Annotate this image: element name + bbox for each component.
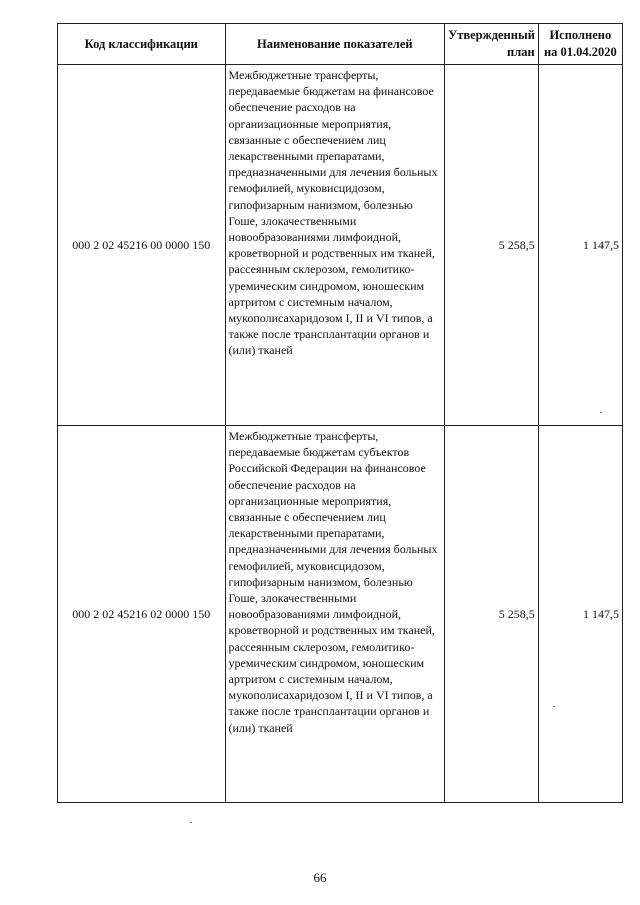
- classification-code: 000 2 02 45216 00 0000 150: [58, 65, 226, 426]
- header-executed: Исполнено на 01.04.2020: [538, 24, 622, 65]
- indicator-name: Межбюджетные трансферты, передаваемые бюджетам субъектов Российской Федерации на финансовое обеспечение расходов на организационные мероприятия, связанные с обеспечением лиц лекарственными препаратами, предназначенными для лечения больных гемофилией, муковисцидозом, гипофизарным нанизмом, болезнью Гоше, злокачественными новообразованиями лимфоидной, кроветворной и родственных им тканей, рассеянным склерозом, гемолитико-уремическим синдромом, юношеским артритом с системным началом, мукополисахаридозом I, II и VI типов, а также после трансплантации органов и (или) тканей: [225, 426, 445, 803]
- indicator-name: Межбюджетные трансферты, передаваемые бюджетам на финансовое обеспечение расходов на организационные мероприятия, связанные с обеспечением лиц лекарственными препаратами, предназначенными для лечения больных гемофилией, муковисцидозом, гипофизарным нанизмом, болезнью Гоше, злокачественными новообразованиями лимфоидной, кроветворной и родственных им тканей, рассеянным склерозом, гемолитико-уремическим синдромом, юношеским артритом с системным началом, мукополисахаридозом I, II и VI типов, а также после трансплантации органов и (или) тканей: [225, 65, 445, 426]
- budget-table: [57, 23, 623, 803]
- header-plan: Утвержденный план: [445, 24, 539, 65]
- scan-speck: [190, 822, 192, 823]
- approved-plan-value: 5 258,5: [445, 65, 539, 426]
- executed-value: 1 147,5: [538, 65, 622, 426]
- scan-speck: [553, 706, 555, 707]
- classification-code: 000 2 02 45216 02 0000 150: [58, 426, 226, 803]
- approved-plan-value: 5 258,5: [445, 426, 539, 803]
- table-row: [58, 426, 623, 803]
- header-code: Код классификации: [58, 24, 226, 65]
- scan-speck: [600, 412, 602, 413]
- table-header-row: [58, 24, 623, 65]
- header-name: Наименование показателей: [225, 24, 445, 65]
- table-row: [58, 65, 623, 426]
- executed-value: 1 147,5: [538, 426, 622, 803]
- page-number: 66: [313, 870, 327, 885]
